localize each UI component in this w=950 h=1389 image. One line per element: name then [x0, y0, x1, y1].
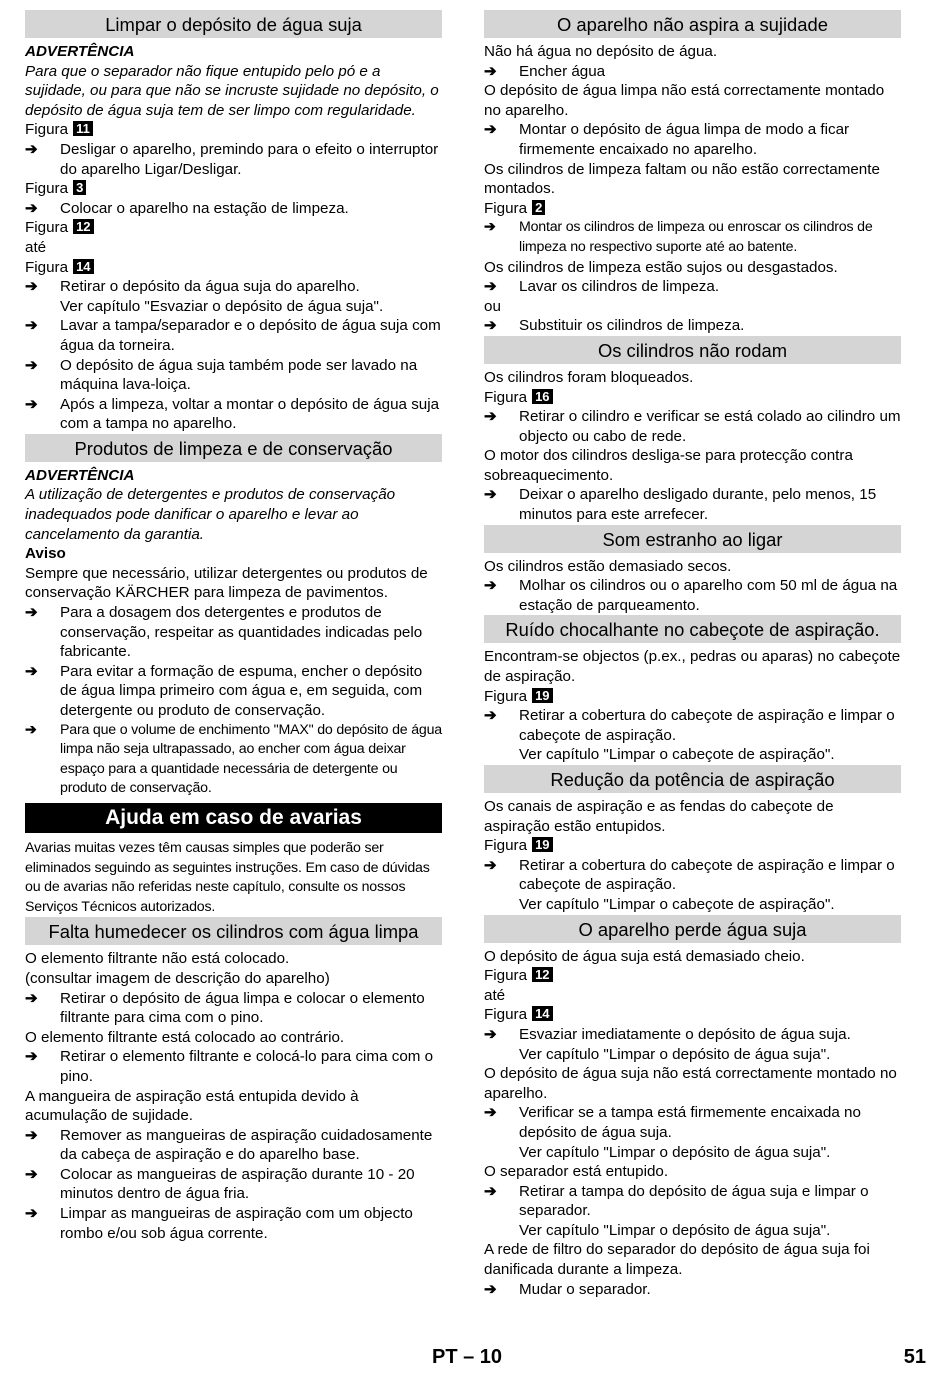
instruction-content	[519, 316, 901, 336]
instruction-content	[519, 1280, 901, 1300]
instruction-content	[60, 603, 442, 662]
arrow-icon: ➔	[484, 1104, 497, 1122]
instruction-step	[25, 356, 442, 395]
instruction-step	[25, 1126, 442, 1165]
arrow-icon: ➔	[25, 662, 38, 680]
figure-number-badge: 14	[532, 1006, 552, 1021]
warning-text: A utilização de detergentes e produtos de conservação inadequados pode danificar o aparelho e levar ao cancelamento da garantia.	[25, 486, 396, 543]
paragraph: Não há água no depósito de água.	[484, 43, 718, 60]
instruction-text: Remover as mangueiras de aspiração cuidadosamente da cabeça de aspiração e do aparelho base.	[60, 1126, 433, 1164]
instruction-content	[60, 662, 442, 721]
instruction-text: Deixar o aparelho desligado durante, pelo menos, 15 minutos para este arrefecer.	[519, 486, 877, 524]
instruction-text: Retirar o depósito da água suja do aparelho.	[60, 278, 360, 296]
instruction-step	[25, 199, 442, 219]
instruction-text: Retirar o depósito de água limpa e colocar o elemento filtrante para cima com o pino.	[60, 989, 425, 1027]
instruction-step	[484, 120, 901, 159]
figure-label: Figura	[484, 388, 528, 406]
instruction-text: Retirar o cilindro e verificar se está colado ao cilindro um objecto ou cabo de rede.	[519, 408, 901, 445]
left-column	[25, 10, 442, 1243]
instruction-reference: Ver capítulo "Limpar o depósito de água suja".	[519, 1143, 831, 1161]
figure-number-badge: 14	[73, 259, 93, 274]
figure-reference	[484, 1005, 901, 1025]
instruction-text: Para evitar a formação de espuma, encher o depósito de água limpa primeiro com água e, em seguida, com detergente ou produto de conservação.	[60, 662, 423, 719]
paragraph: Encontram-se objectos (p.ex., pedras ou aparas) no cabeçote de aspiração.	[484, 648, 901, 686]
instruction-step	[25, 1047, 442, 1086]
instruction-reference: Ver capítulo "Limpar o cabeçote de aspiração".	[519, 895, 835, 913]
instruction-content	[60, 395, 442, 434]
paragraph: até	[25, 238, 47, 256]
instruction-text: Retirar a tampa do depósito de água suja e limpar o separador.	[519, 1182, 869, 1220]
paragraph: A mangueira de aspiração está entupida devido à acumulação de sujidade.	[25, 1087, 359, 1125]
instruction-text: Retirar a cobertura do cabeçote de aspiração e limpar o cabeçote de aspiração.	[519, 856, 895, 894]
instruction-text: Desligar o aparelho, premindo para o efeito o interruptor do aparelho Ligar/Desligar.	[60, 140, 439, 178]
figure-number-badge: 12	[532, 967, 552, 982]
paragraph: Os canais de aspiração e as fendas do cabeçote de aspiração estão entupidos.	[484, 798, 834, 835]
instruction-content	[519, 62, 901, 82]
instruction-content	[519, 485, 901, 524]
instruction-reference: Ver capítulo "Limpar o cabeçote de aspiração".	[519, 746, 835, 764]
instruction-step	[25, 603, 442, 662]
arrow-icon: ➔	[25, 604, 38, 622]
figure-number-badge: 16	[532, 389, 552, 404]
section-heading: Ruído chocalhante no cabeçote de aspiração.	[484, 615, 901, 643]
warning-title: ADVERTÊNCIA	[25, 43, 135, 60]
section-heading: Som estranho ao ligar	[484, 525, 901, 553]
arrow-icon: ➔	[484, 408, 497, 426]
instruction-content	[60, 316, 442, 355]
instruction-content	[60, 277, 442, 316]
figure-number-badge: 12	[73, 219, 93, 234]
paragraph: O separador está entupido.	[484, 1163, 669, 1181]
instruction-reference: Ver capítulo "Limpar o depósito de água suja".	[519, 1221, 831, 1239]
instruction-text: Montar o depósito de água limpa de modo a ficar firmemente encaixado no aparelho.	[519, 121, 850, 158]
figure-label: Figura	[25, 219, 69, 237]
figure-label: Figura	[484, 1006, 528, 1024]
paragraph: Os cilindros foram bloqueados.	[484, 368, 694, 386]
instruction-step	[484, 1025, 901, 1064]
arrow-icon: ➔	[484, 1182, 497, 1200]
instruction-content	[60, 721, 442, 799]
warning-text: Para que o separador não fique entupido pelo pó e a sujidade, ou para que não se incruste sujidade no depósito, o depósito de água suja tem de ser limpo com regularidade.	[25, 62, 439, 119]
paragraph: O motor dos cilindros desliga-se para protecção contra sobreaquecimento.	[484, 447, 853, 484]
instruction-reference: Ver capítulo "Esvaziar o depósito de água suja".	[60, 297, 384, 315]
section-heading: O aparelho não aspira a sujidade	[484, 10, 901, 38]
paragraph: Os cilindros de limpeza faltam ou não estão correctamente montados.	[484, 160, 880, 198]
paragraph: Sempre que necessário, utilizar detergentes ou produtos de conservação KÄRCHER para limpeza de pavimentos.	[25, 564, 428, 602]
instruction-step	[484, 1103, 901, 1162]
instruction-text: Encher água	[519, 62, 606, 80]
instruction-content	[519, 576, 901, 615]
instruction-text: Retirar o elemento filtrante e colocá-lo para cima com o pino.	[60, 1048, 434, 1085]
arrow-icon: ➔	[484, 856, 497, 874]
section-heading: Produtos de limpeza e de conservação	[25, 434, 442, 462]
instruction-text: Lavar a tampa/separador e o depósito de água suja com água da torneira.	[60, 317, 441, 354]
instruction-text: Para que o volume de enchimento "MAX" do depósito de água limpa não seja ultrapassado, ao encher com água deixar espaço para a quantidade necessária de detergente ou produto de conservação.	[60, 721, 442, 797]
instruction-step	[25, 1204, 442, 1243]
warning-title: ADVERTÊNCIA	[25, 466, 135, 484]
instruction-step	[484, 218, 901, 257]
section-heading: Falta humedecer os cilindros com água limpa	[25, 917, 442, 945]
instruction-text: Colocar o aparelho na estação de limpeza.	[60, 199, 349, 217]
instruction-step	[25, 140, 442, 179]
instruction-step	[484, 856, 901, 915]
instruction-content	[60, 1126, 442, 1165]
instruction-step	[25, 989, 442, 1028]
page-label: PT – 10	[432, 1346, 503, 1368]
instruction-content	[60, 199, 442, 219]
chapter-heading: Ajuda em caso de avarias	[25, 803, 442, 833]
figure-number-badge: 2	[532, 200, 545, 215]
instruction-step	[484, 316, 901, 336]
right-column	[484, 10, 901, 1299]
instruction-content	[519, 277, 901, 297]
instruction-step	[484, 1182, 901, 1241]
instruction-text: Substituir os cilindros de limpeza.	[519, 317, 745, 335]
arrow-icon: ➔	[484, 278, 497, 296]
arrow-icon: ➔	[25, 1126, 38, 1144]
arrow-icon: ➔	[484, 121, 497, 139]
figure-label: Figura	[484, 687, 528, 705]
arrow-icon: ➔	[484, 219, 496, 236]
instruction-content	[60, 140, 442, 179]
paragraph: O elemento filtrante não está colocado.	[25, 950, 290, 968]
paragraph: Os cilindros estão demasiado secos.	[484, 557, 732, 575]
instruction-content	[60, 1204, 442, 1243]
section-heading: O aparelho perde água suja	[484, 915, 901, 943]
figure-number-badge: 11	[73, 121, 93, 136]
instruction-step	[484, 576, 901, 615]
instruction-content	[60, 1047, 442, 1086]
page-number: 51	[903, 1346, 926, 1368]
instruction-step	[25, 277, 442, 316]
section-heading: Redução da potência de aspiração	[484, 765, 901, 793]
arrow-icon: ➔	[484, 317, 497, 335]
figure-reference	[484, 966, 901, 986]
paragraph: Avarias muitas vezes têm causas simples que poderão ser eliminados seguindo as seguintes instruções. Em caso de dúvidas ou de avarias não referidas neste capítulo, consulte os nossos Serviços Técnicos autorizados.	[25, 839, 430, 915]
figure-reference	[25, 258, 442, 278]
instruction-content	[519, 1103, 901, 1162]
instruction-step	[484, 706, 901, 765]
paragraph: O depósito de água suja não está correctamente montado no aparelho.	[484, 1065, 897, 1102]
instruction-text: Lavar os cilindros de limpeza.	[519, 278, 720, 296]
instruction-content	[60, 989, 442, 1028]
figure-label: Figura	[25, 180, 69, 198]
arrow-icon: ➔	[25, 356, 38, 374]
instruction-text: Verificar se a tampa está firmemente encaixada no depósito de água suja.	[519, 1104, 861, 1141]
arrow-icon: ➔	[484, 1025, 497, 1043]
instruction-text: Após a limpeza, voltar a montar o depósito de água suja com a tampa no aparelho.	[60, 395, 440, 433]
paragraph: O depósito de água limpa não está correctamente montado no aparelho.	[484, 82, 885, 119]
note-title: Aviso	[25, 545, 66, 563]
arrow-icon: ➔	[25, 278, 38, 296]
figure-label: Figura	[25, 121, 69, 139]
arrow-icon: ➔	[25, 395, 38, 413]
arrow-icon: ➔	[25, 199, 38, 217]
instruction-content	[60, 1165, 442, 1204]
page-footer	[0, 1346, 950, 1374]
instruction-content	[519, 407, 901, 446]
paragraph: O depósito de água suja está demasiado cheio.	[484, 947, 805, 965]
instruction-step	[25, 662, 442, 721]
figure-label: Figura	[484, 837, 528, 855]
instruction-content	[519, 706, 901, 765]
instruction-text: Molhar os cilindros ou o aparelho com 50 ml de água na estação de parqueamento.	[519, 577, 898, 614]
arrow-icon: ➔	[484, 577, 497, 595]
arrow-icon: ➔	[484, 707, 497, 725]
instruction-content	[519, 1182, 901, 1241]
instruction-text: Retirar a cobertura do cabeçote de aspiração e limpar o cabeçote de aspiração.	[519, 707, 895, 744]
instruction-content	[60, 356, 442, 395]
instruction-step	[484, 485, 901, 524]
instruction-step	[484, 1280, 901, 1300]
arrow-icon: ➔	[25, 140, 38, 158]
instruction-text: Montar os cilindros de limpeza ou enroscar os cilindros de limpeza no respectivo suporte até ao batente.	[519, 219, 873, 255]
instruction-text: Limpar as mangueiras de aspiração com um objecto rombo e/ou sob água corrente.	[60, 1205, 413, 1242]
figure-number-badge: 3	[73, 180, 86, 195]
instruction-step	[25, 1165, 442, 1204]
instruction-step	[25, 316, 442, 355]
figure-label: Figura	[25, 258, 69, 276]
instruction-content	[519, 120, 901, 159]
arrow-icon: ➔	[25, 721, 37, 738]
arrow-icon: ➔	[484, 1280, 497, 1298]
figure-reference	[484, 388, 901, 408]
instruction-content	[519, 856, 901, 915]
figure-reference	[25, 120, 442, 140]
figure-reference	[484, 199, 901, 219]
instruction-text: Esvaziar imediatamente o depósito de água suja.	[519, 1025, 851, 1043]
section-heading: Os cilindros não rodam	[484, 336, 901, 364]
instruction-step	[484, 407, 901, 446]
instruction-text: O depósito de água suja também pode ser lavado na máquina lava-loiça.	[60, 356, 418, 394]
instruction-step	[484, 62, 901, 82]
instruction-content	[519, 218, 901, 257]
section-heading: Limpar o depósito de água suja	[25, 10, 442, 38]
instruction-content	[519, 1025, 901, 1064]
figure-label: Figura	[484, 967, 528, 985]
instruction-text: Para a dosagem dos detergentes e produtos de conservação, respeitar as quantidades indicadas pelo fabricante.	[60, 604, 423, 661]
figure-reference	[484, 836, 901, 856]
instruction-step	[25, 721, 442, 799]
arrow-icon: ➔	[484, 62, 497, 80]
arrow-icon: ➔	[25, 1165, 38, 1183]
paragraph: ou	[484, 297, 501, 315]
arrow-icon: ➔	[25, 989, 38, 1007]
figure-number-badge: 19	[532, 837, 552, 852]
paragraph: A rede de filtro do separador do depósito de água suja foi danificada durante a limpeza.	[484, 1241, 870, 1279]
arrow-icon: ➔	[25, 317, 38, 335]
instruction-reference: Ver capítulo "Limpar o depósito de água suja".	[519, 1045, 831, 1063]
figure-label: Figura	[484, 199, 528, 217]
instruction-step	[484, 277, 901, 297]
instruction-text: Colocar as mangueiras de aspiração durante 10 - 20 minutos dentro de água fria.	[60, 1165, 415, 1203]
arrow-icon: ➔	[484, 486, 497, 504]
figure-reference	[484, 687, 901, 707]
paragraph: O elemento filtrante está colocado ao contrário.	[25, 1028, 345, 1046]
paragraph: até	[484, 986, 506, 1004]
arrow-icon: ➔	[25, 1048, 38, 1066]
figure-number-badge: 19	[532, 688, 552, 703]
figure-reference	[25, 218, 442, 238]
arrow-icon: ➔	[25, 1205, 38, 1223]
instruction-text: Mudar o separador.	[519, 1280, 651, 1298]
paragraph: Os cilindros de limpeza estão sujos ou desgastados.	[484, 258, 838, 276]
instruction-step	[25, 395, 442, 434]
paragraph: (consultar imagem de descrição do aparelho)	[25, 969, 330, 987]
figure-reference	[25, 179, 442, 199]
